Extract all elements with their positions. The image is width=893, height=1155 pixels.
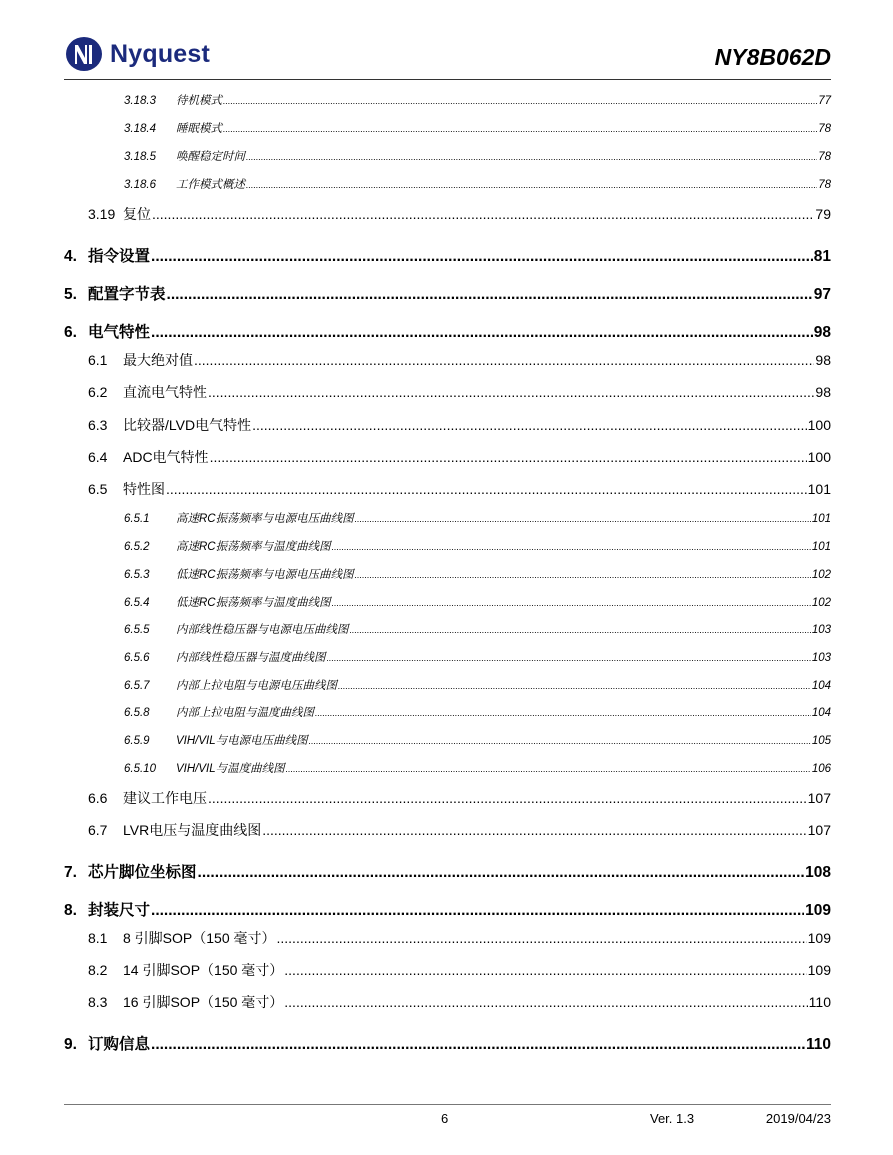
toc-entry-title: 待机模式 xyxy=(176,95,222,107)
toc-entry-title: 直流电气特性 xyxy=(123,384,207,400)
toc-entry[interactable] xyxy=(64,204,831,224)
toc-entry-title: 低速RC振荡频率与温度曲线图 xyxy=(176,597,331,609)
toc-entry[interactable] xyxy=(64,704,831,720)
toc-entry[interactable] xyxy=(64,677,831,693)
toc-dot-leader xyxy=(210,449,807,465)
toc-entry-page: 78 xyxy=(818,179,831,191)
toc-dot-leader xyxy=(309,735,811,747)
toc-entry-title: 内部上拉电阻与温度曲线图 xyxy=(176,707,314,719)
toc-entry-number: 6.4 xyxy=(88,449,108,465)
toc-entry[interactable] xyxy=(64,447,831,467)
toc-dot-leader xyxy=(262,822,806,838)
toc-entry[interactable] xyxy=(64,1032,831,1054)
toc-entry-title: 指令设置 xyxy=(88,248,151,265)
logo-text: Nyquest xyxy=(110,39,211,68)
toc-dot-leader xyxy=(277,930,807,946)
toc-entry-number: 6.5.2 xyxy=(124,541,150,553)
toc-entry-title: 14 引脚SOP（150 毫寸） xyxy=(123,962,284,978)
toc-entry[interactable] xyxy=(64,282,831,304)
toc-entry-number: 9. xyxy=(64,1036,77,1053)
toc-entry[interactable] xyxy=(64,415,831,435)
toc-dot-leader xyxy=(246,179,817,191)
toc-entry[interactable] xyxy=(64,176,831,192)
toc-entry-number: 6.5.5 xyxy=(124,624,150,636)
toc-entry-title: 内部线性稳压器与温度曲线图 xyxy=(176,652,326,664)
toc-entry-number: 6.5.7 xyxy=(124,680,150,692)
toc-entry-title: 配置字节表 xyxy=(88,286,166,303)
page-header xyxy=(64,30,831,78)
toc-entry-number: 7. xyxy=(64,864,77,881)
toc-entry-number: 6.2 xyxy=(88,384,108,400)
toc-entry[interactable] xyxy=(64,92,831,108)
toc-dot-leader xyxy=(332,597,811,609)
toc-entry-number: 3.18.4 xyxy=(124,123,156,135)
toc-entry-page: 102 xyxy=(811,569,831,581)
toc-entry-title: 封装尺寸 xyxy=(88,902,151,919)
toc-entry-page: 106 xyxy=(811,763,831,775)
toc-entry-number: 3.18.5 xyxy=(124,151,156,163)
toc-entry-page: 77 xyxy=(818,95,831,107)
toc-entry-page: 101 xyxy=(807,481,831,497)
toc-dot-leader xyxy=(286,763,811,775)
product-name: NY8B062D xyxy=(714,44,831,70)
toc-entry-title: ADC电气特性 xyxy=(123,449,209,465)
toc-dot-leader xyxy=(350,624,811,636)
toc-entry[interactable] xyxy=(64,860,831,882)
toc-entry[interactable] xyxy=(64,148,831,164)
toc-entry-page: 103 xyxy=(811,652,831,664)
toc-dot-leader xyxy=(315,707,811,719)
toc-entry-page: 97 xyxy=(813,286,831,303)
toc-entry-number: 5. xyxy=(64,286,77,303)
toc-entry-title: LVR电压与温度曲线图 xyxy=(123,822,262,838)
toc-entry[interactable] xyxy=(64,732,831,748)
toc-dot-leader xyxy=(151,248,813,266)
toc-entry-page: 100 xyxy=(807,449,831,465)
toc-entry-page: 78 xyxy=(818,123,831,135)
toc-entry-number: 6. xyxy=(64,324,77,341)
nyquest-logo-icon xyxy=(64,36,104,72)
toc-dot-leader xyxy=(223,123,817,135)
toc-dot-leader xyxy=(208,790,807,806)
toc-entry-number: 6.5.1 xyxy=(124,513,150,525)
toc-entry-title: 复位 xyxy=(123,206,151,222)
toc-entry-title: 低速RC振荡频率与电源电压曲线图 xyxy=(176,569,354,581)
toc-entry[interactable] xyxy=(64,120,831,136)
version: Ver. 1.3 xyxy=(650,1111,695,1126)
toc-entry-page: 110 xyxy=(805,1036,831,1053)
toc-dot-leader xyxy=(166,481,807,497)
nyquest-logo xyxy=(64,36,210,72)
toc-entry-title: 内部线性稳压器与电源电压曲线图 xyxy=(176,624,349,636)
toc-entry[interactable] xyxy=(64,510,831,526)
toc-entry-number: 3.18.3 xyxy=(124,95,156,107)
toc-dot-leader xyxy=(208,384,814,400)
toc-entry-page: 101 xyxy=(811,541,831,553)
toc-entry-number: 6.7 xyxy=(88,822,108,838)
toc-dot-leader xyxy=(194,352,814,368)
toc-entry[interactable] xyxy=(64,760,831,776)
header-divider xyxy=(64,79,831,80)
toc-entry-number: 6.5.9 xyxy=(124,735,150,747)
toc-entry-title: 睡眠模式 xyxy=(176,123,222,135)
toc-entry-title: 16 引脚SOP（150 毫寸） xyxy=(123,994,284,1010)
toc-entry[interactable] xyxy=(64,350,831,370)
toc-entry[interactable] xyxy=(64,566,831,582)
toc-entry-page: 102 xyxy=(811,597,831,609)
toc-entry-page: 104 xyxy=(811,707,831,719)
toc-entry[interactable] xyxy=(64,928,831,948)
toc-entry[interactable] xyxy=(64,820,831,840)
toc-dot-leader xyxy=(355,569,811,581)
toc-entry-title: 最大绝对值 xyxy=(123,352,193,368)
toc-entry-title: VIH/VIL与温度曲线图 xyxy=(176,763,285,775)
toc-dot-leader xyxy=(284,994,807,1010)
toc-entry[interactable] xyxy=(64,788,831,808)
toc-entry-page: 101 xyxy=(811,513,831,525)
toc-entry-number: 8. xyxy=(64,902,77,919)
toc-entry-page: 103 xyxy=(811,624,831,636)
toc-entry-number: 8.2 xyxy=(88,962,108,978)
toc-dot-leader xyxy=(327,652,811,664)
toc-entry-title: 内部上拉电阻与电源电压曲线图 xyxy=(176,680,337,692)
toc-entry-page: 109 xyxy=(805,902,831,919)
toc-entry-number: 6.5.6 xyxy=(124,652,150,664)
toc-dot-leader xyxy=(355,513,811,525)
toc-entry-page: 78 xyxy=(818,151,831,163)
toc-dot-leader xyxy=(252,417,807,433)
toc-entry-page: 79 xyxy=(815,206,831,222)
toc-entry-title: 比较器/LVD电气特性 xyxy=(123,417,252,433)
toc-entry-title: 唤醒稳定时间 xyxy=(176,151,245,163)
toc-entry[interactable] xyxy=(64,320,831,342)
toc-entry-page: 105 xyxy=(811,735,831,747)
toc-entry-number: 4. xyxy=(64,248,77,265)
toc-entry[interactable] xyxy=(64,898,831,920)
toc-dot-leader xyxy=(167,286,813,304)
toc-entry-number: 6.5.3 xyxy=(124,569,150,581)
toc-entry-number: 8.3 xyxy=(88,994,108,1010)
toc-dot-leader xyxy=(151,1036,805,1054)
date: 2019/04/23 xyxy=(765,1111,831,1126)
toc-entry[interactable] xyxy=(64,594,831,610)
toc-entry-number: 6.1 xyxy=(88,352,108,368)
toc-entry-number: 3.18.6 xyxy=(124,179,156,191)
toc-entry[interactable] xyxy=(64,960,831,980)
toc-entry-number: 6.3 xyxy=(88,417,108,433)
toc-dot-leader xyxy=(151,324,813,342)
toc-entry[interactable] xyxy=(64,244,831,266)
toc-entry-title: 工作模式概述 xyxy=(176,179,245,191)
toc-entry-number: 6.6 xyxy=(88,790,108,806)
toc-entry-page: 98 xyxy=(815,384,831,400)
toc-entry-page: 109 xyxy=(807,962,831,978)
page-footer xyxy=(64,1111,831,1129)
toc-entry-number: 8.1 xyxy=(88,930,108,946)
toc-entry-page: 98 xyxy=(813,324,831,341)
toc-entry-title: 芯片脚位坐标图 xyxy=(88,864,197,881)
toc-entry[interactable] xyxy=(64,538,831,554)
toc-entry-page: 98 xyxy=(815,352,831,368)
toc-entry-page: 109 xyxy=(807,930,831,946)
toc-dot-leader xyxy=(223,95,817,107)
toc-entry-number: 6.5.8 xyxy=(124,707,150,719)
toc-entry-title: 高速RC振荡频率与电源电压曲线图 xyxy=(176,513,354,525)
toc-entry[interactable] xyxy=(64,649,831,665)
toc-entry-page: 107 xyxy=(807,822,831,838)
toc-entry-page: 110 xyxy=(808,994,831,1010)
toc-entry-title: 电气特性 xyxy=(88,324,151,341)
toc-dot-leader xyxy=(338,680,811,692)
toc-entry-title: 订购信息 xyxy=(88,1036,151,1053)
toc-entry-number: 6.5 xyxy=(88,481,108,497)
toc-entry[interactable] xyxy=(64,992,831,1012)
toc-dot-leader xyxy=(284,962,806,978)
toc-entry[interactable] xyxy=(64,479,831,499)
footer-divider xyxy=(64,1104,831,1105)
toc-entry-title: 高速RC振荡频率与温度曲线图 xyxy=(176,541,331,553)
toc-entry-page: 108 xyxy=(805,864,831,881)
toc-entry-page: 104 xyxy=(811,680,831,692)
toc-entry-title: VIH/VIL与电源电压曲线图 xyxy=(176,735,308,747)
toc-entry-number: 6.5.4 xyxy=(124,597,150,609)
toc-dot-leader xyxy=(151,902,804,920)
toc-entry-number: 3.19 xyxy=(88,206,116,222)
page-number: 6 xyxy=(441,1111,449,1126)
toc-entry[interactable] xyxy=(64,621,831,637)
toc-dot-leader xyxy=(152,206,814,222)
toc-entry-number: 6.5.10 xyxy=(124,763,156,775)
toc-entry-title: 8 引脚SOP（150 毫寸） xyxy=(123,930,276,946)
toc-entry-page: 107 xyxy=(807,790,831,806)
toc-dot-leader xyxy=(332,541,811,553)
toc-entry[interactable] xyxy=(64,382,831,402)
toc-entry-title: 建议工作电压 xyxy=(123,790,207,806)
toc-dot-leader xyxy=(198,864,805,882)
toc-entry-title: 特性图 xyxy=(123,481,165,497)
toc-entry-page: 100 xyxy=(807,417,831,433)
toc-entry-page: 81 xyxy=(813,248,831,265)
toc-dot-leader xyxy=(246,151,817,163)
